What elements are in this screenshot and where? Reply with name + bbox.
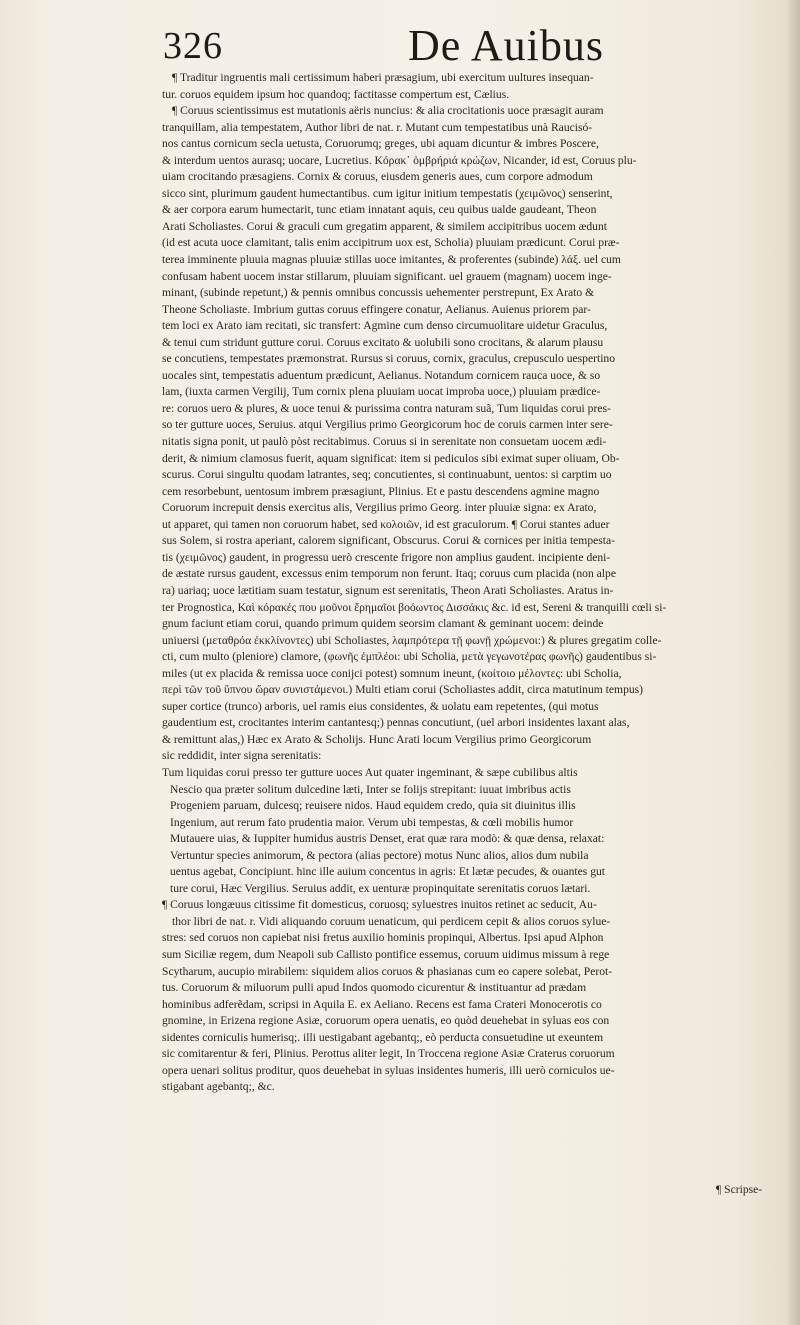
text-line: derit, & nimium clamosus fuerit, aquam significat: item si pediculos sibi eximat super oliuam, Ob- <box>162 451 620 465</box>
text-line: Mutauere uias, & Iuppiter humidus austris Denset, erat quæ rara modò: & quæ densa, relaxat: <box>170 832 605 846</box>
text-line: ¶ Coruus longæuus citissime fit domesticus, coruosq; syluestres inuitos retinet ac seducit, Au- <box>162 898 597 912</box>
text-line: gnomine, in Erizena regione Asiæ, coruorum opera uenatis, eo quòd deuehebat in syluas eos con <box>162 1014 610 1028</box>
text-line: re: coruos uero & plures, & uoce tenui & purissima contra naturam suã, Tum liquidas corui pres- <box>162 401 611 415</box>
text-line: uniuersi (μεταθρόα ἐκκλίνοντες) ubi Scholiastes, λαμπρότερα τῇ φωνῇ χρώμενοι:) & plures gregatim colle- <box>162 633 662 647</box>
text-line: gaudentium est, crocitantes interim cantantesq;) pennas concutiunt, (uel arbori insidentes laxant alas, <box>162 716 630 730</box>
text-line: & aer corpora earum humectarit, tunc etiam innatant aquis, ceu quibus ualde gaudeant, Theon <box>162 203 597 217</box>
catchword: ¶ Scripse- <box>716 1183 763 1196</box>
text-line: uentus agebat, Concipiunt. hinc ille auium concentus in agris: Et lætæ pecudes, & ouantes gut <box>170 865 606 879</box>
text-line: ture corui, Hæc Vergilius. Seruius addit, ex uenturæ propinquitate serenitatis coruos lætari. <box>170 881 591 895</box>
page-gutter-shadow <box>786 0 800 1325</box>
body-text <box>162 70 786 1096</box>
text-line: sic comitarentur & feri, Plinius. Perottus aliter legit, In Troccena regione Asiæ Craterus coruorum <box>162 1047 615 1061</box>
text-line: Vertuntur species animorum, & pectora (alias pectore) motus Nunc alios, alios dum nubila <box>170 848 589 862</box>
text-line: tranquillam, alia tempestatem, Author libri de nat. r. Mutant cum tempestatibus unà Raucisó- <box>162 120 593 134</box>
text-line: se concutiens, tempestates præmonstrat. Rursus si coruus, cornix, graculus, crepusculo uespertino <box>162 352 616 366</box>
text-line: ter Prognostica, Καὶ κόρακές που μοῦνοι ἔρημαῖοι βοόωντος Δισσάκις &c. id est, Sereni & tranquilli cœli si- <box>162 600 667 614</box>
text-line: uocales sint, tempestatis aduentum prædicunt, Aelianus. Notandum cornicem rauca uoce, & so <box>162 368 601 382</box>
text-line: opera uenari solitus proditur, quos deuehebat in syluas insidentes humeris, illi uerò corniculos ue- <box>162 1063 615 1077</box>
text-line: stigabant agebantq;, &c. <box>162 1080 275 1094</box>
page-header <box>163 20 783 70</box>
text-line: ut apparet, qui tamen non coruorum habet, sed κολοιῶν, id est graculorum. ¶ Corui stantes aduer <box>162 517 610 531</box>
text-line: & tenui cum stridunt gutture corui. Coruus excitato & uolubili sono crocitans, & alarum plausu <box>162 335 604 349</box>
text-line: hominibus adferẽdam, scripsi in Aquila E. ex Aeliano. Recens est fama Crateri Monocerotis co <box>162 997 602 1011</box>
text-line: sicco sint, plurimum gaudent humectantibus. cum igitur initium tempestatis (χειμῶνος) senserint, <box>162 186 613 200</box>
text-line: (id est acuta uoce clamitant, talis enim accipitrum uox est, Scholia) pluuiam prædicunt. Corui præ- <box>162 236 620 250</box>
text-line: lam, (iuxta carmen Vergilij, Tum cornix plena pluuiam uocat improba uoce,) pluuiam prædice- <box>162 385 601 399</box>
text-line: gnum faciunt etiam corui, quando primum quidem seorsim clamant & geminant uocem: deinde <box>162 617 604 631</box>
text-line: Arati Scholiastes. Corui & graculi cum gregatim apparent, & similem accipitribus uocem ædunt <box>162 219 607 233</box>
text-line: scurus. Corui singultu quodam latrantes, seq; concutientes, si continuabunt, uentos: si carptim uo <box>162 468 612 482</box>
text-line: Coruorum increpuit densis exercitus alis, Vergilius primo Georg. inter pluuiæ signa: ex Arato, <box>162 501 597 515</box>
text-line: & interdum uentos aurasq; uocare, Lucretius. Κόρακ᾽ ὀμβρήριά κρώζων, Nicander, id est, Coruus plu- <box>162 153 637 167</box>
text-line: & remittunt alas,) Hæc ex Arato & Scholijs. Hunc Arati locum Vergilius primo Georgicorum <box>162 732 592 746</box>
text-line: cti, cum multo (pleniore) clamore, (φωνῆς ἐμπλέοι: ubi Scholia, μετὰ γεγωνοτέρας φωνῆς) gaudentibus si- <box>162 650 657 664</box>
running-head: De Auibus <box>408 21 604 70</box>
text-line: de æstate rursus gaudent, excessus enim temporum non ferunt. Itaq; coruus cum placida (non alpe <box>162 567 616 581</box>
text-line: thor libri de nat. r. Vidi aliquando coruum uenaticum, qui perdicem cepit & alios coruos sylue- <box>172 914 611 928</box>
text-line: tis (χειμῶνος) gaudent, in progressu uerò crescente frigore non amplius gaudent. incipiente deni- <box>162 550 611 564</box>
text-line: tus. Coruorum & miluorum pulli apud Indos quomodo cicurentur & instituantur ad prædam <box>162 981 587 995</box>
text-line: tur. coruos equidem ipsum hoc quandoq; factitasse compertum est, Cælius. <box>162 87 510 101</box>
text-line: Theone Scholiaste. Imbrium guttas coruus effingere conatur, Aelianus. Auienus priorem par- <box>162 302 591 316</box>
text-line: nitatis signa ponit, ut paulò pòst recitabimus. Coruus si in serenitate non consuetam uocem ædi- <box>162 435 607 449</box>
text-line: Scytharum, aucupio mirabilem: siquidem alios coruos & phasianas cum eo capere solebat, Perot- <box>162 964 613 978</box>
text-line: sic reddidit, inter signa serenitatis: <box>162 749 322 763</box>
text-line: cem resorbebunt, uentosum imbrem præsagiunt, Plinius. Et e pastu descendens agmine magno <box>162 484 600 498</box>
text-line: stres: sed coruos non capiebat nisi fretus auxilio hominis propinqui, Albertus. Ipsi apud Alphon <box>162 931 604 945</box>
text-line: Progeniem paruam, dulcesq; reuisere nidos. Haud equidem credo, quia sit diuinitus illis <box>170 799 576 813</box>
text-line: confusam habent uocem instar stillarum, pluuiam significant. uel grauem (magnam) uocem inge- <box>162 269 612 283</box>
text-line: ¶ Coruus scientissimus est mutationis aëris nuncius: & alia crocitationis uoce præsagit auram <box>172 104 604 118</box>
text-line: ra) uariaq; uoce lætitiam suam testatur, signum est serenitatis, Theon Arati Scholiastes. Aratus in- <box>162 583 614 597</box>
text-line: περὶ τῶν τοῦ ὕπνου ὥραν συνιστάμενοι.) Multi etiam corui (Scholiastes addit, circa matutinum tempus) <box>162 683 644 697</box>
text-line: tem loci ex Arato iam recitati, sic transfert: Agmine cum denso circumuolitare uidetur Graculus, <box>162 319 608 333</box>
text-line: terea imminente pluuia magnas pluuiæ stillas uoce imitantes, & proferentes (subinde) λάξ. uel cum <box>162 253 621 267</box>
text-line: Nescio qua præter solitum dulcedine læti, Inter se folijs strepitant: iuuat imbribus actis <box>170 782 571 796</box>
page-number: 326 <box>163 25 223 67</box>
text-line: super cortice (trunco) arboris, uel ramis eius considentes, & uolatu eam repetentes, (qui motus <box>162 699 599 713</box>
text-line: Ingenium, aut rerum fato prudentia maior. Verum ubi tempestas, & cœli mobilis humor <box>170 815 574 829</box>
text-line: Tum liquidas corui presso ter gutture uoces Aut quater ingeminant, & sæpe cubilibus altis <box>162 765 578 779</box>
text-line: ¶ Traditur ingruentis mali certissimum haberi præsagium, ubi exercitum uultures insequan- <box>172 71 594 84</box>
text-line: uiam crocitando præsagiens. Cornix & coruus, eiusdem generis aues, cum corpore admodum <box>162 170 593 184</box>
text-line: miles (ut ex placida & remissa uoce conijci potest) somnum ineunt, (κοίτοιο μέλοντες: ubi Scholia, <box>162 666 622 680</box>
text-line: nos cantus cornicum secla uetusta, Coruorumq; greges, ubi aquam dicuntur & imbres Poscere, <box>162 137 599 151</box>
text-line: sum Siciliæ regem, dum Neapoli sub Callisto pontifice essemus, coruum uidimus missum à rege <box>162 947 610 961</box>
text-line: minant, (subinde repetunt,) & pennis omnibus concussis uehementer perstrepunt, Ex Arato & <box>162 286 595 300</box>
text-line: sidentes corniculis humerisq;. illi uestigabant agebantq;, eò perducta consuetudine ut exeuntem <box>162 1030 604 1044</box>
text-line: so ter gutture uoces, Seruius. atqui Vergilius primo Georgicorum hoc de coruis carmen inter sere- <box>162 418 613 432</box>
text-line: sus Solem, si rostra aperiant, calorem significant, Obscurus. Corui & cornices per initia tempesta- <box>162 534 616 548</box>
